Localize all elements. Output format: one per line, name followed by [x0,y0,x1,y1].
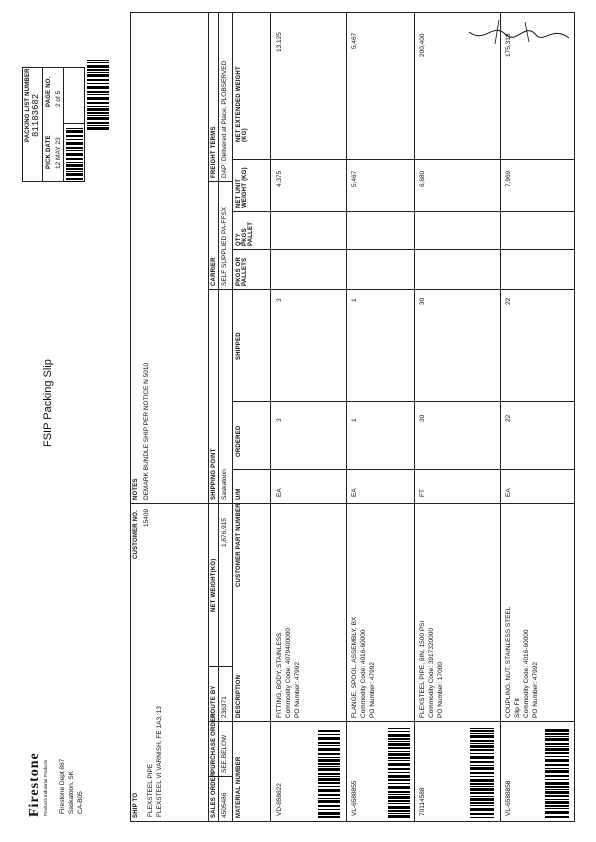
barcode-bar [87,94,109,95]
barcode-bar [470,805,494,806]
barcode-bar [388,738,410,740]
barcode-bar [87,91,109,93]
barcode-bar [318,748,340,751]
row-ordered: 3 [276,418,283,422]
row-uom: FT [419,489,426,497]
row-material: VL-6588858 [505,780,512,816]
barcode-bar [470,740,494,742]
row-uom: EA [276,488,283,497]
row-desc-line: PO Number: 47992 [532,661,539,718]
barcode-bar [388,796,410,799]
row-material: 70114588 [419,787,426,816]
carrier-label: CARRIER [211,257,217,286]
sales-order-label: SALES ORDER [211,772,217,818]
page-no-label: PAGE NO. [46,76,52,107]
row-ext-weight: 13,125 [276,32,283,52]
barcode-bar [66,153,83,156]
barcode-bar [545,795,569,797]
barcode-bar [318,737,340,740]
freight-terms-value: DAP: Delivered at Place, PLOBSERVED [221,60,228,178]
route-by-value: 236371 [221,696,228,718]
barcode-bar [318,766,340,767]
row-uom: EA [505,488,512,497]
row-ext-weight: 200,400 [419,33,426,57]
barcode-bar [318,798,340,799]
barcode-bar [66,130,83,133]
barcode-bar [545,764,569,766]
net-weight-value: 1,876,915 [221,518,228,547]
barcode-bar [388,772,410,773]
barcode-bar [87,115,109,116]
barcode-bar [318,816,340,818]
barcode-bar [470,728,494,729]
purchase-order-label: PURCHASE ORDER [211,713,217,773]
barcode-bar [545,756,569,757]
barcode-bar [545,768,569,769]
barcode-bar [66,164,83,167]
col-shipped: SHIPPED [236,332,242,360]
col-unit-weight: NET UNIT WEIGHT (KG) [236,167,248,208]
barcode-bar [388,763,410,766]
barcode-bar [545,816,569,818]
barcode-bar [470,808,494,811]
barcode-bar [87,60,109,61]
barcode-bar [545,811,569,814]
ship-to-line-1: FLEXSTEEL PIPE [147,763,154,817]
barcode-bar [388,806,410,809]
barcode-bar [388,810,410,812]
barcode-bar [470,749,494,751]
packing-list-number: 81183682 [31,93,41,137]
barcode-bar [470,776,494,777]
shipping-point-label: SHIPPING POINT [211,448,217,500]
barcode-bar [87,65,109,68]
barcode-bar [470,765,494,766]
barcode-bar [318,782,340,784]
row-desc-line: FITTING, BODY, STAINLESS [276,632,283,718]
barcode-bar [388,813,410,814]
col-material: MATERIAL NUMBER [236,756,242,818]
row-desc-line: FLEXSTEEL PIPE, 6IN, 1500 PSI [419,620,426,718]
barcode-bar [66,162,83,163]
barcode-bar [470,792,494,794]
barcode-bar [87,106,109,107]
row-barcode [470,728,494,818]
barcode-bar [388,794,410,795]
net-weight-label: NET WEIGHT(KG) [211,558,217,612]
brand-logo: Firestone [27,752,42,817]
barcode-bar [470,735,494,738]
barcode-bar [545,779,569,780]
barcode-bar [87,102,109,104]
barcode-bar [318,789,340,792]
barcode-bar [470,730,494,732]
row-ordered: 1 [351,418,358,422]
pick-date-value: 12 MAY 23 [55,137,62,169]
barcode-bar [388,757,410,759]
page-no-value: 2 of 5 [55,90,62,107]
barcode-bar [87,72,109,73]
barcode-bar [470,813,494,815]
barcode-bar [87,112,109,114]
row-material: VD-858622 [276,783,283,816]
barcode-bar [87,69,109,71]
row-unit-weight: 5,467 [351,170,358,187]
row-material: VL-6588855 [351,780,358,816]
customer-no-label: CUSTOMER NO. [133,510,139,559]
barcode-bar [66,135,83,137]
barcode-bar [318,730,340,732]
barcode-bar [545,801,569,804]
barcode-bar [388,734,410,737]
barcode-bar [318,768,340,771]
page-title: FSIP Packing Slip [42,359,54,447]
row-desc-line: PO Number: 47992 [294,661,301,718]
barcode-bar [388,760,410,761]
pick-date-barcode [66,127,83,182]
barcode-bar [545,729,569,732]
barcode-bar [66,139,83,140]
sender-line-2: Saskatoon, SK [68,771,75,814]
row-uom: EA [351,488,358,497]
barcode-bar [545,791,569,794]
row-shipped: 30 [419,297,426,305]
barcode-bar [545,782,569,785]
barcode-bar [318,763,340,765]
barcode-bar [545,759,569,762]
barcode-bar [388,815,410,818]
barcode-bar [66,150,83,151]
pick-date-label: PICK DATE [46,135,52,169]
barcode-bar [388,747,410,749]
barcode-bar [318,778,340,781]
col-qty-pkgs: QTY PKGS PALLET [236,221,254,246]
barcode-bar [66,142,83,145]
col-customer-part: CUSTOMER PART NUMBER [236,503,242,587]
barcode-bar [545,789,569,790]
barcode-bar [318,742,340,744]
barcode-bar [470,761,494,763]
barcode-bar [545,743,569,745]
carrier-value: SELF SUPPLIED PA-FFSX [221,207,228,286]
col-pkgs: PKGS OR PALLETS [236,256,248,286]
row-unit-weight: 6,680 [419,170,426,187]
barcode-bar [545,808,569,809]
notes-value: DEMARK BUNDLE SHIP PER NOTICE N 5010 [143,362,150,500]
barcode-bar [318,773,340,775]
barcode-bar [87,108,109,111]
barcode-bar [470,779,494,782]
barcode-bar [470,788,494,791]
row-desc-line: Commodity Code: 3917320000 [428,628,435,718]
row-barcode [388,728,410,818]
barcode-bar [470,733,494,734]
notes-label: NOTES [133,478,139,500]
barcode-bar [87,122,109,124]
purchase-order-value: SEE BELOW [221,734,228,773]
ship-to-label: SHIP TO [133,792,139,818]
barcode-bar [318,812,340,815]
barcode-bar [87,117,109,120]
barcode-bar [388,783,410,784]
row-unit-weight: 4,375 [276,170,283,187]
row-unit-weight: 7,969 [505,170,512,187]
row-shipped: 1 [351,298,358,302]
row-desc-line: Slip Fit [514,698,521,718]
barcode-bar [470,753,494,754]
barcode-bar [318,734,340,735]
barcode-bar [87,125,109,126]
row-ext-weight: 175,318 [505,33,512,57]
barcode-bar [318,745,340,746]
route-by-label: ROUTE BY [211,685,217,718]
barcode-bar [66,158,83,160]
barcode-bar [388,731,410,732]
barcode-bar [470,786,494,787]
col-description: DESCRIPTION [236,674,242,718]
barcode-bar [66,178,83,180]
barcode-bar [87,97,109,100]
barcode-bar [470,772,494,774]
barcode-bar [545,799,569,800]
barcode-bar [66,128,83,129]
barcode-bar [87,62,109,63]
barcode-bar [388,803,410,804]
barcode-bar [388,779,410,781]
barcode-bar [87,127,109,130]
barcode-bar [470,796,494,797]
row-ordered: 22 [505,414,512,422]
row-barcode [318,728,340,818]
packing-list-barcode [87,60,109,130]
row-desc-line: Commodity Code: 4079400000 [285,628,292,718]
shipping-point-value: Saskatoon [221,469,228,500]
row-ext-weight: 5,467 [351,32,358,49]
barcode-bar [470,783,494,785]
row-desc-line: Commodity Code: 4016-60000 [360,629,367,718]
col-uom: U/M [236,488,242,500]
barcode-bar [470,743,494,744]
brand-tagline: Products Industrial Products [43,759,48,816]
barcode-bar [87,79,109,81]
barcode-bar [318,794,340,796]
barcode-bar [66,181,83,182]
barcode-bar [388,775,410,778]
barcode-bar [388,768,410,770]
barcode-bar [545,733,569,735]
row-barcode [545,728,569,818]
barcode-bar [388,800,410,802]
barcode-bar [318,800,340,803]
barcode-bar [66,173,83,176]
barcode-bar [318,759,340,762]
barcode-bar [545,775,569,777]
barcode-bar [318,753,340,755]
row-desc-line: FLANGE, SPOOL, ASSEMBLY, BX [351,616,358,718]
barcode-bar [388,753,410,756]
barcode-bar [388,743,410,746]
barcode-bar [66,171,83,172]
barcode-bar [318,757,340,758]
col-ordered: ORDERED [236,425,242,457]
barcode-bar [388,741,410,742]
barcode-bar [545,736,569,737]
packing-list-label: PACKING LIST NUMBER [25,68,31,142]
barcode-bar [470,756,494,759]
row-desc-line: PO Number: 17000 [437,661,444,718]
sales-order-value: 4505486 [221,792,228,818]
barcode-bar [87,74,109,77]
barcode-bar [66,147,83,149]
barcode-bar [545,752,569,754]
barcode-bar [545,786,569,788]
barcode-bar [388,751,410,752]
sender-line-3: CA-B05 [77,791,84,814]
customer-no-value: 15409 [143,508,150,527]
barcode-bar [388,791,410,793]
barcode-bar [545,770,569,773]
barcode-bar [470,767,494,770]
barcode-bar [318,805,340,807]
barcode-bar [470,802,494,804]
barcode-bar [87,86,109,89]
barcode-bar [470,798,494,801]
ship-to-line-2: FLEXSTEEL VI VARNISH, FE 1A3, 13 [156,706,163,817]
barcode-bar [388,786,410,789]
barcode-bar [66,168,83,170]
row-shipped: 22 [505,297,512,305]
barcode-bar [318,786,340,787]
barcode-bar [470,745,494,748]
barcode-bar [545,738,569,741]
barcode-bar [470,817,494,818]
freight-terms-label: FREIGHT TERMS [211,126,217,178]
row-ordered: 30 [419,414,426,422]
barcode-bar [388,728,410,729]
row-shipped: 3 [276,298,283,302]
barcode-bar [545,746,569,747]
barcode-bar [318,809,340,810]
row-desc-line: COUPLING, NUT, STAINLESS STEEL [505,606,512,718]
barcode-bar [87,83,109,84]
barcode-bar [545,748,569,751]
barcode-bar [545,805,569,807]
row-desc-line: Commodity Code: 4016-60000 [523,629,530,718]
barcode-bar [318,776,340,777]
row-desc-line: PO Number: 47992 [369,661,376,718]
sender-line-1: Firestone Dept 867 [59,758,66,814]
col-ext-weight: NET EXTENDED WEIGHT (KG) [236,66,248,142]
